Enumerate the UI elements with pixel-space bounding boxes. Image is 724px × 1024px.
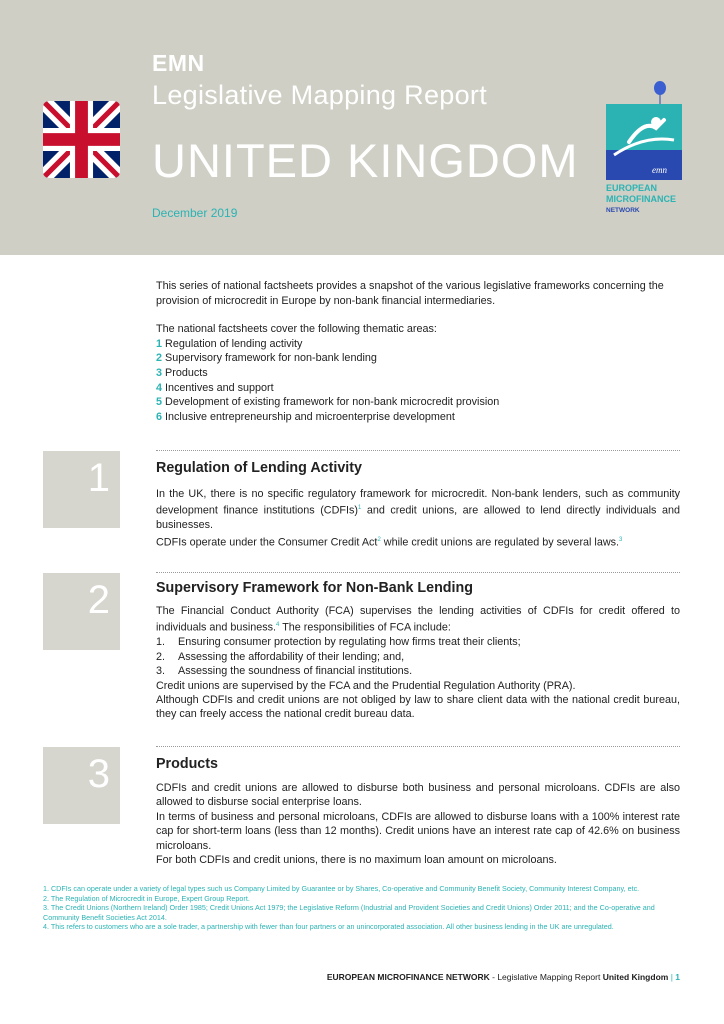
- section-divider: [156, 746, 680, 747]
- country-title: UNITED KINGDOM: [152, 134, 579, 187]
- footnote: 4. This refers to customers who are a sole trader, a partnership with fewer than four partners or an unincorporated association. All other business lending in the UK are unregulated.: [43, 922, 614, 932]
- section-body: In the UK, there is no specific regulatory framework for microcredit. Non-bank lenders, such as community development finance institutions (CDFIs)$^1$ and credit unions, are allowed to lend directly individuals and businesses. CDFIs operate under the Consumer Credit Act$^2$ while credit unions are regulated by several laws.$^3$: [156, 488, 680, 549]
- svg-text:emn: emn: [652, 165, 667, 175]
- intro: [156, 279, 680, 424]
- section-number-box: 2: [43, 573, 120, 650]
- section-body: CDFIs and credit unions are allowed to disburse both business and personal microloans. CDFIs are also allowed to disburse social enterprise loans. In terms of business and personal microloans, CDFIs are allowed to disburse loans with a 100% interest rate cap for short-term loans (less than 12 months). Credit unions have an interest rate cap of 42.6% on business microloans. For both CDFIs and credit unions, there is no maximum loan amount on microloans.: [156, 782, 680, 867]
- section-title: Regulation of Lending Activity: [156, 460, 362, 476]
- section-divider: [156, 450, 680, 451]
- logo-line-1: EUROPEAN: [606, 183, 658, 193]
- section-body: The Financial Conduct Authority (FCA) supervises the lending activities of CDFIs for credit offered to individuals and business.$^4$ The responsibilities of FCA include: 1. Ensuring consumer protection by regulating how firms treat their clients; 2. Assessing the affordability of their lending; and, 3. Assessing the soundness of financial institutions. Credit unions are supervised by the FCA and the Prudential Regulation Authority (PRA). Although CDFIs and credit unions are not obliged by law to share client data with the national credit bureau, they can freely access the national credit bureau data.: [156, 605, 680, 721]
- footnotes: [43, 884, 683, 932]
- logo-line-3: NETWORK: [606, 207, 640, 214]
- list-item: 2. Assessing the affordability of their lending; and,: [156, 650, 405, 663]
- page-footer: EUROPEAN MICROFINANCE NETWORK - Legislative Mapping Report United Kingdom | 1: [326, 972, 680, 982]
- logo-line-2: MICROFINANCE: [606, 194, 676, 204]
- org-name: EMN: [152, 50, 205, 76]
- list-item: 3. Assessing the soundness of financial institutions.: [156, 665, 413, 678]
- page-number: 1: [675, 972, 680, 982]
- header-banner: [0, 0, 724, 255]
- emn-logo-text: [606, 183, 676, 216]
- footnote: 3. The Credit Unions (Northern Ireland) Order 1985; Credit Unions Act 1979; the Legislative Reform (Industrial and Provident Societies and Credit Unions) Order 2011; and the Co-operative and Community Benefit Societies Act 2014.: [43, 903, 655, 922]
- intro-paragraph: This series of national factsheets provides a snapshot of the various legislative frameworks concerning the provision of microcredit in Europe by non-bank financial intermediaries.: [156, 280, 664, 307]
- area-item: 3 Products: [156, 366, 208, 379]
- area-item: 4 Incentives and support: [156, 381, 274, 394]
- area-item: 1 Regulation of lending activity: [156, 337, 303, 350]
- uk-flag-icon: [43, 101, 120, 178]
- area-item: 6 Inclusive entrepreneurship and microenterprise development: [156, 410, 455, 423]
- section-title: Supervisory Framework for Non-Bank Lending: [156, 580, 473, 596]
- report-title: Legislative Mapping Report: [152, 80, 487, 110]
- intro-areas-heading: The national factsheets cover the following thematic areas:: [156, 323, 437, 336]
- area-item: 2 Supervisory framework for non-bank lending: [156, 352, 377, 365]
- section-number-box: 1: [43, 451, 120, 528]
- section-divider: [156, 572, 680, 573]
- report-date: December 2019: [152, 206, 238, 220]
- list-item: 1. Ensuring consumer protection by regulating how firms treat their clients;: [156, 636, 521, 649]
- area-item: 5 Development of existing framework for non-bank microcredit provision: [156, 396, 500, 409]
- section-number-box: 3: [43, 747, 120, 824]
- emn-logo-icon: [604, 80, 684, 180]
- section-title: Products: [156, 756, 218, 772]
- footnote: 2. The Regulation of Microcredit in Europe, Expert Group Report.: [43, 893, 250, 903]
- footnote: 1. CDFIs can operate under a variety of legal types such us Company Limited by Guarantee or by Shares, Co-operative and Community Benefit Society, Community Interest Company, etc.: [43, 884, 640, 893]
